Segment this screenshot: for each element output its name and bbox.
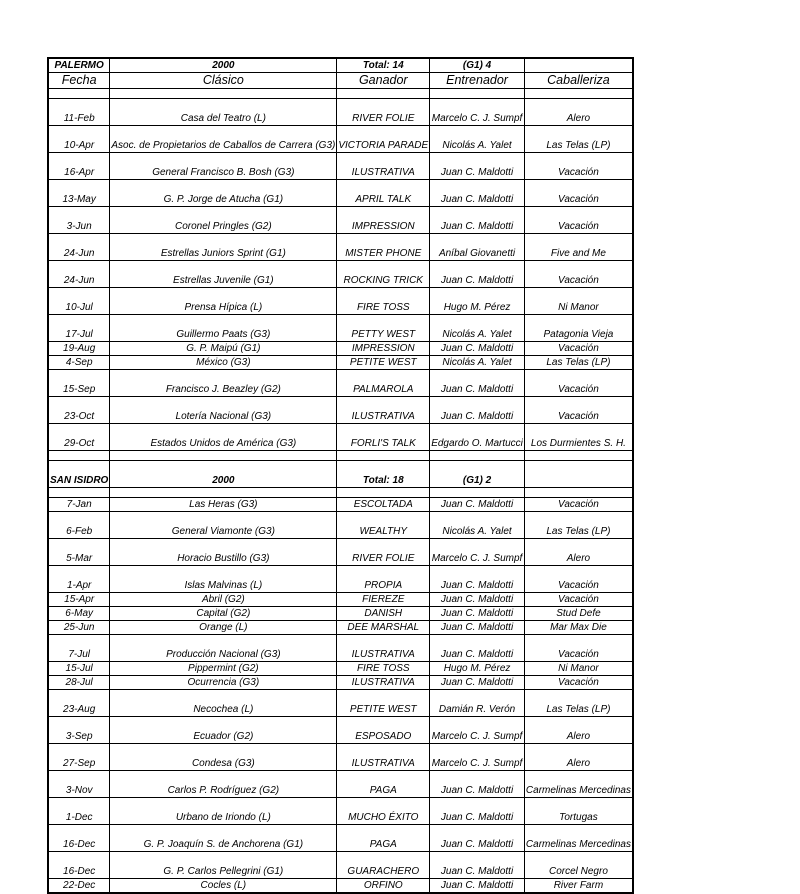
date-cell: 13-May xyxy=(48,180,110,207)
race-cell: Las Heras (G3) xyxy=(110,498,337,512)
trainer-cell: Juan C. Maldotti xyxy=(430,798,525,825)
table-cell xyxy=(48,451,110,461)
table-row xyxy=(48,690,633,717)
table-row xyxy=(48,498,633,512)
stable-cell: Alero xyxy=(524,717,633,744)
date-cell: 27-Sep xyxy=(48,744,110,771)
table-cell: Total: 18 xyxy=(337,461,430,488)
table-row xyxy=(48,315,633,342)
table-row xyxy=(48,153,633,180)
race-cell: Asoc. de Propietarios de Caballos de Carrera (G3) xyxy=(110,126,337,153)
table-row xyxy=(48,180,633,207)
date-cell: 23-Aug xyxy=(48,690,110,717)
race-cell: Estrellas Juniors Sprint (G1) xyxy=(110,234,337,261)
winner-cell: PETITE WEST xyxy=(337,690,430,717)
stable-cell: Five and Me xyxy=(524,234,633,261)
date-cell: 15-Apr xyxy=(48,593,110,607)
stable-cell: Vacación xyxy=(524,180,633,207)
race-cell: México (G3) xyxy=(110,356,337,370)
race-cell: Cocles (L) xyxy=(110,879,337,894)
stable-cell: Las Telas (LP) xyxy=(524,126,633,153)
trainer-cell: Juan C. Maldotti xyxy=(430,342,525,356)
trainer-cell: Marcelo C. J. Sumpf xyxy=(430,744,525,771)
winner-cell: PETITE WEST xyxy=(337,356,430,370)
winner-cell: VICTORIA PARADE xyxy=(337,126,430,153)
winner-cell: ILUSTRATIVA xyxy=(337,676,430,690)
stable-cell: Vacación xyxy=(524,207,633,234)
table-cell xyxy=(110,89,337,99)
table-cell: Total: 14 xyxy=(337,58,430,73)
stable-cell: River Farm xyxy=(524,879,633,894)
spacer-row xyxy=(48,488,633,498)
table-row xyxy=(48,771,633,798)
table-row xyxy=(48,798,633,825)
stable-cell: Alero xyxy=(524,539,633,566)
stable-cell: Vacación xyxy=(524,635,633,662)
winner-cell: ILUSTRATIVA xyxy=(337,635,430,662)
stable-cell: Mar Max Die xyxy=(524,621,633,635)
winner-cell: IMPRESSION xyxy=(337,342,430,356)
date-cell: 6-May xyxy=(48,607,110,621)
stable-cell: Vacación xyxy=(524,397,633,424)
winner-cell: MUCHO ÉXITO xyxy=(337,798,430,825)
table-row xyxy=(48,744,633,771)
trainer-cell: Hugo M. Pérez xyxy=(430,662,525,676)
table-row xyxy=(48,356,633,370)
table-cell: (G1) 2 xyxy=(430,461,525,488)
table-row xyxy=(48,676,633,690)
trainer-cell: Nicolás A. Yalet xyxy=(430,356,525,370)
race-cell: Producción Nacional (G3) xyxy=(110,635,337,662)
table-cell xyxy=(524,89,633,99)
stable-cell: Patagonia Vieja xyxy=(524,315,633,342)
race-cell: General Viamonte (G3) xyxy=(110,512,337,539)
table-row xyxy=(48,397,633,424)
table-row xyxy=(48,126,633,153)
trainer-cell: Juan C. Maldotti xyxy=(430,771,525,798)
winner-cell: FIEREZE xyxy=(337,593,430,607)
table-row xyxy=(48,207,633,234)
date-cell: 1-Dec xyxy=(48,798,110,825)
stable-cell: Vacación xyxy=(524,566,633,593)
table-cell: Caballeriza xyxy=(524,73,633,89)
trainer-cell: Juan C. Maldotti xyxy=(430,593,525,607)
date-cell: 4-Sep xyxy=(48,356,110,370)
table-cell xyxy=(337,89,430,99)
race-cell: Islas Malvinas (L) xyxy=(110,566,337,593)
winner-cell: RIVER FOLIE xyxy=(337,99,430,126)
table-row xyxy=(48,717,633,744)
results-table-body xyxy=(48,58,633,893)
trainer-cell: Juan C. Maldotti xyxy=(430,879,525,894)
date-cell: 16-Dec xyxy=(48,852,110,879)
date-cell: 15-Jul xyxy=(48,662,110,676)
trainer-cell: Marcelo C. J. Sumpf xyxy=(430,539,525,566)
table-row xyxy=(48,424,633,451)
race-cell: Lotería Nacional (G3) xyxy=(110,397,337,424)
race-cell: Urbano de Iriondo (L) xyxy=(110,798,337,825)
table-row xyxy=(48,566,633,593)
table-row xyxy=(48,621,633,635)
table-cell xyxy=(337,451,430,461)
trainer-cell: Juan C. Maldotti xyxy=(430,825,525,852)
date-cell: 19-Aug xyxy=(48,342,110,356)
race-cell: Ecuador (G2) xyxy=(110,717,337,744)
winner-cell: ORFINO xyxy=(337,879,430,894)
race-cell: Pippermint (G2) xyxy=(110,662,337,676)
winner-cell: ILUSTRATIVA xyxy=(337,397,430,424)
table-cell xyxy=(48,488,110,498)
stable-cell: Las Telas (LP) xyxy=(524,690,633,717)
trainer-cell: Juan C. Maldotti xyxy=(430,261,525,288)
stable-cell: Vacación xyxy=(524,261,633,288)
stable-cell: Los Durmientes S. H. xyxy=(524,424,633,451)
date-cell: 25-Jun xyxy=(48,621,110,635)
table-cell: Ganador xyxy=(337,73,430,89)
race-cell: Guillermo Paats (G3) xyxy=(110,315,337,342)
race-cell: Estados Unidos de América (G3) xyxy=(110,424,337,451)
trainer-cell: Juan C. Maldotti xyxy=(430,635,525,662)
table-cell xyxy=(524,58,633,73)
section-header-san-isidro xyxy=(48,461,633,488)
date-cell: 3-Nov xyxy=(48,771,110,798)
race-cell: G. P. Carlos Pellegrini (G1) xyxy=(110,852,337,879)
date-cell: 24-Jun xyxy=(48,234,110,261)
date-cell: 7-Jan xyxy=(48,498,110,512)
stable-cell: Ni Manor xyxy=(524,288,633,315)
date-cell: 17-Jul xyxy=(48,315,110,342)
date-cell: 22-Dec xyxy=(48,879,110,894)
winner-cell: DEE MARSHAL xyxy=(337,621,430,635)
stable-cell: Stud Defe xyxy=(524,607,633,621)
table-cell xyxy=(110,451,337,461)
spacer-row xyxy=(48,89,633,99)
trainer-cell: Nicolás A. Yalet xyxy=(430,126,525,153)
winner-cell: PROPIA xyxy=(337,566,430,593)
winner-cell: ESPOSADO xyxy=(337,717,430,744)
date-cell: 7-Jul xyxy=(48,635,110,662)
winner-cell: PETTY WEST xyxy=(337,315,430,342)
table-row xyxy=(48,635,633,662)
race-cell: Francisco J. Beazley (G2) xyxy=(110,370,337,397)
winner-cell: APRIL TALK xyxy=(337,180,430,207)
trainer-cell: Juan C. Maldotti xyxy=(430,607,525,621)
race-cell: Carlos P. Rodríguez (G2) xyxy=(110,771,337,798)
race-cell: Condesa (G3) xyxy=(110,744,337,771)
table-cell xyxy=(110,488,337,498)
stable-cell: Carmelinas Mercedinas xyxy=(524,771,633,798)
winner-cell: ESCOLTADA xyxy=(337,498,430,512)
table-cell xyxy=(430,451,525,461)
race-cell: Necochea (L) xyxy=(110,690,337,717)
table-cell: (G1) 4 xyxy=(430,58,525,73)
stable-cell: Las Telas (LP) xyxy=(524,356,633,370)
spacer-row xyxy=(48,451,633,461)
winner-cell: ROCKING TRICK xyxy=(337,261,430,288)
table-cell xyxy=(430,89,525,99)
winner-cell: FIRE TOSS xyxy=(337,288,430,315)
table-cell: Entrenador xyxy=(430,73,525,89)
race-cell: Ocurrencia (G3) xyxy=(110,676,337,690)
trainer-cell: Juan C. Maldotti xyxy=(430,498,525,512)
winner-cell: DANISH xyxy=(337,607,430,621)
race-cell: G. P. Maipú (G1) xyxy=(110,342,337,356)
table-cell: PALERMO xyxy=(48,58,110,73)
race-cell: Abril (G2) xyxy=(110,593,337,607)
table-row xyxy=(48,539,633,566)
trainer-cell: Juan C. Maldotti xyxy=(430,370,525,397)
trainer-cell: Juan C. Maldotti xyxy=(430,153,525,180)
trainer-cell: Marcelo C. J. Sumpf xyxy=(430,717,525,744)
trainer-cell: Juan C. Maldotti xyxy=(430,180,525,207)
table-row xyxy=(48,234,633,261)
winner-cell: PAGA xyxy=(337,771,430,798)
winner-cell: ILUSTRATIVA xyxy=(337,153,430,180)
stable-cell: Vacación xyxy=(524,593,633,607)
winner-cell: PALMAROLA xyxy=(337,370,430,397)
trainer-cell: Juan C. Maldotti xyxy=(430,676,525,690)
stable-cell: Vacación xyxy=(524,370,633,397)
winner-cell: ILUSTRATIVA xyxy=(337,744,430,771)
date-cell: 10-Jul xyxy=(48,288,110,315)
winner-cell: WEALTHY xyxy=(337,512,430,539)
stable-cell: Vacación xyxy=(524,342,633,356)
stable-cell: Ni Manor xyxy=(524,662,633,676)
column-header-row xyxy=(48,73,633,89)
winner-cell: GUARACHERO xyxy=(337,852,430,879)
date-cell: 29-Oct xyxy=(48,424,110,451)
table-row xyxy=(48,852,633,879)
stable-cell: Vacación xyxy=(524,676,633,690)
table-cell xyxy=(524,451,633,461)
date-cell: 15-Sep xyxy=(48,370,110,397)
winner-cell: FIRE TOSS xyxy=(337,662,430,676)
trainer-cell: Damián R. Verón xyxy=(430,690,525,717)
table-cell: 2000 xyxy=(110,58,337,73)
trainer-cell: Juan C. Maldotti xyxy=(430,621,525,635)
race-cell: Prensa Hípica (L) xyxy=(110,288,337,315)
results-table xyxy=(47,57,634,894)
date-cell: 16-Dec xyxy=(48,825,110,852)
date-cell: 10-Apr xyxy=(48,126,110,153)
race-cell: General Francisco B. Bosh (G3) xyxy=(110,153,337,180)
table-cell xyxy=(430,488,525,498)
winner-cell: RIVER FOLIE xyxy=(337,539,430,566)
date-cell: 28-Jul xyxy=(48,676,110,690)
race-cell: G. P. Jorge de Atucha (G1) xyxy=(110,180,337,207)
trainer-cell: Nicolás A. Yalet xyxy=(430,512,525,539)
table-cell xyxy=(337,488,430,498)
winner-cell: MISTER PHONE xyxy=(337,234,430,261)
stable-cell: Alero xyxy=(524,744,633,771)
table-row xyxy=(48,879,633,894)
table-row xyxy=(48,288,633,315)
stable-cell: Vacación xyxy=(524,498,633,512)
table-cell: 2000 xyxy=(110,461,337,488)
date-cell: 6-Feb xyxy=(48,512,110,539)
table-cell: SAN ISIDRO xyxy=(48,461,110,488)
trainer-cell: Marcelo C. J. Sumpf xyxy=(430,99,525,126)
table-row xyxy=(48,342,633,356)
race-cell: Estrellas Juvenile (G1) xyxy=(110,261,337,288)
race-cell: G. P. Joaquín S. de Anchorena (G1) xyxy=(110,825,337,852)
trainer-cell: Edgardo O. Martucci xyxy=(430,424,525,451)
trainer-cell: Aníbal Giovanetti xyxy=(430,234,525,261)
table-cell: Clásico xyxy=(110,73,337,89)
table-cell xyxy=(524,488,633,498)
trainer-cell: Juan C. Maldotti xyxy=(430,207,525,234)
stable-cell: Vacación xyxy=(524,153,633,180)
date-cell: 5-Mar xyxy=(48,539,110,566)
date-cell: 16-Apr xyxy=(48,153,110,180)
table-row xyxy=(48,370,633,397)
table-row xyxy=(48,99,633,126)
winner-cell: IMPRESSION xyxy=(337,207,430,234)
winner-cell: PAGA xyxy=(337,825,430,852)
stable-cell: Carmelinas Mercedinas xyxy=(524,825,633,852)
race-cell: Orange (L) xyxy=(110,621,337,635)
race-cell: Casa del Teatro (L) xyxy=(110,99,337,126)
table-row xyxy=(48,607,633,621)
date-cell: 23-Oct xyxy=(48,397,110,424)
section-header-palermo xyxy=(48,58,633,73)
race-cell: Coronel Pringles (G2) xyxy=(110,207,337,234)
table-cell xyxy=(524,461,633,488)
date-cell: 1-Apr xyxy=(48,566,110,593)
stable-cell: Alero xyxy=(524,99,633,126)
trainer-cell: Nicolás A. Yalet xyxy=(430,315,525,342)
table-cell: Fecha xyxy=(48,73,110,89)
stable-cell: Corcel Negro xyxy=(524,852,633,879)
date-cell: 11-Feb xyxy=(48,99,110,126)
table-cell xyxy=(48,89,110,99)
trainer-cell: Juan C. Maldotti xyxy=(430,566,525,593)
trainer-cell: Hugo M. Pérez xyxy=(430,288,525,315)
table-row xyxy=(48,261,633,288)
stable-cell: Tortugas xyxy=(524,798,633,825)
date-cell: 24-Jun xyxy=(48,261,110,288)
trainer-cell: Juan C. Maldotti xyxy=(430,852,525,879)
trainer-cell: Juan C. Maldotti xyxy=(430,397,525,424)
date-cell: 3-Sep xyxy=(48,717,110,744)
winner-cell: FORLI'S TALK xyxy=(337,424,430,451)
date-cell: 3-Jun xyxy=(48,207,110,234)
table-row xyxy=(48,662,633,676)
race-cell: Capital (G2) xyxy=(110,607,337,621)
stable-cell: Las Telas (LP) xyxy=(524,512,633,539)
table-row xyxy=(48,825,633,852)
table-row xyxy=(48,512,633,539)
race-cell: Horacio Bustillo (G3) xyxy=(110,539,337,566)
table-row xyxy=(48,593,633,607)
